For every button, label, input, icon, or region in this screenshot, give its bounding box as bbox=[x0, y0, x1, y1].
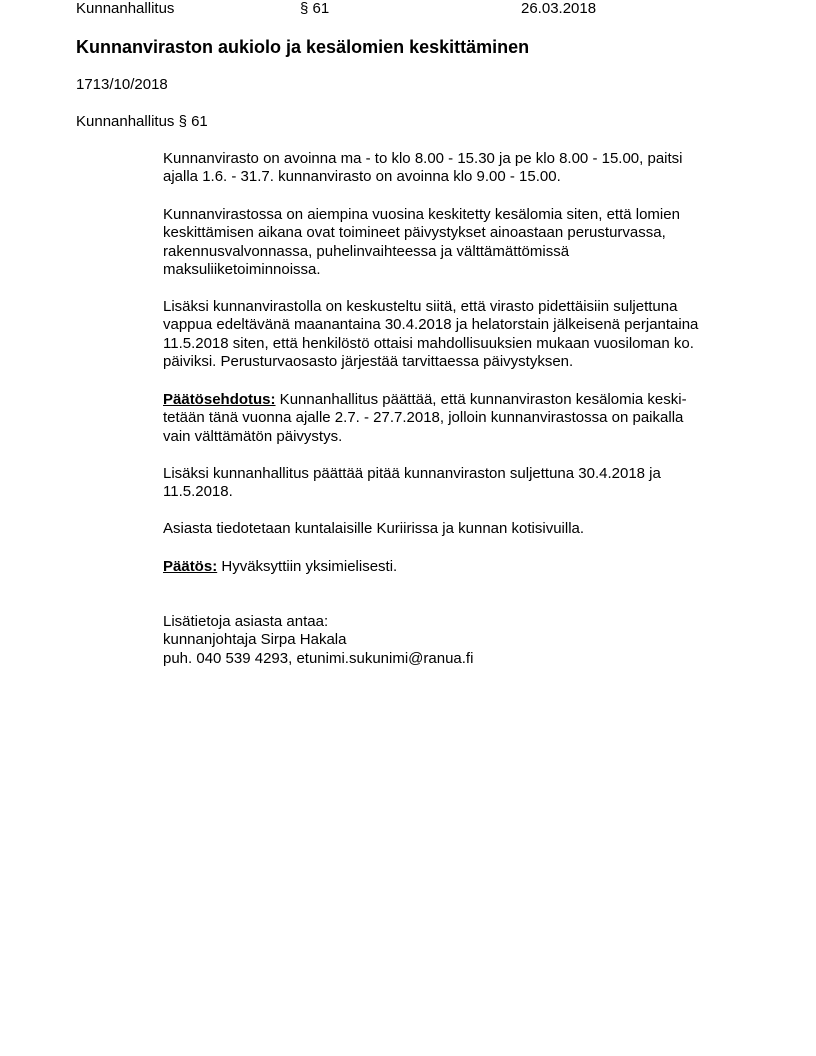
text-line: Kunnanhallitus päättää, että kunnanviraston kesälomia keski- bbox=[275, 391, 687, 408]
paragraph-previous-years bbox=[163, 206, 680, 280]
text-line: päiviksi. Perusturvaosasto järjestää tarvittaessa päivystyksen. bbox=[163, 353, 574, 371]
paragraph-closure-discussion bbox=[163, 298, 698, 372]
paragraph-closure-decision bbox=[163, 465, 661, 502]
paragraph-announcement bbox=[163, 520, 584, 538]
contact-line: puh. 040 539 4293, etunimi.sukunimi@ranua.fi bbox=[163, 649, 474, 667]
text-line: vain välttämätön päivystys. bbox=[163, 427, 343, 445]
text-line: Kunnanvirastossa on aiempina vuosina keskitetty kesälomia siten, että lomien bbox=[163, 206, 680, 223]
text-line: 11.5.2018 siten, että henkilöstö ottaisi mahdollisuuksien mukaan vuosiloman ko. bbox=[163, 334, 694, 352]
record-number: 1713/10/2018 bbox=[76, 76, 168, 93]
paragraph-decision bbox=[163, 558, 397, 576]
document-title: Kunnanviraston aukiolo ja kesälomien keskittäminen bbox=[76, 37, 530, 57]
proposal-label: Päätösehdotus: bbox=[163, 391, 276, 408]
text-line: ajalla 1.6. - 31.7. kunnanvirasto on avoinna klo 9.00 - 15.00. bbox=[163, 168, 561, 186]
text-line: keskittämisen aikana ovat toimineet päivystykset ainoastaan perusturvassa, bbox=[163, 224, 666, 242]
decision-label: Päätös: bbox=[163, 558, 218, 575]
header-body: Kunnanhallitus bbox=[76, 0, 175, 17]
contact-line: kunnanjohtaja Sirpa Hakala bbox=[163, 631, 347, 649]
text-line: tetään tänä vuonna ajalle 2.7. - 27.7.2018, jolloin kunnanvirastossa on paikalla bbox=[163, 409, 684, 427]
contact-info bbox=[163, 613, 473, 668]
header-section: § 61 bbox=[300, 0, 330, 17]
decision-text: Hyväksyttiin yksimielisesti. bbox=[217, 558, 398, 575]
section-reference: Kunnanhallitus § 61 bbox=[76, 113, 208, 130]
paragraph-opening-hours bbox=[163, 150, 683, 187]
text-line: 11.5.2018. bbox=[163, 483, 233, 501]
paragraph-proposal bbox=[163, 391, 687, 446]
text-line: rakennusvalvonnassa, puhelinvaihteessa ja välttämättömissä bbox=[163, 242, 570, 260]
text-line: Kunnanvirasto on avoinna ma - to klo 8.00 - 15.30 ja pe klo 8.00 - 15.00, paitsi bbox=[163, 150, 683, 167]
text-line: Lisäksi kunnanvirastolla on keskusteltu siitä, että virasto pidettäisiin suljettuna bbox=[163, 298, 678, 315]
text-line: Asiasta tiedotetaan kuntalaisille Kuriirissa ja kunnan kotisivuilla. bbox=[163, 520, 585, 537]
text-line: maksuliiketoiminnoissa. bbox=[163, 261, 321, 279]
text-line: vappua edeltävänä maanantaina 30.4.2018 ja helatorstain jälkeisenä perjantaina bbox=[163, 316, 699, 334]
header-date: 26.03.2018 bbox=[521, 0, 597, 17]
text-line: Lisäksi kunnanhallitus päättää pitää kunnanviraston suljettuna 30.4.2018 ja bbox=[163, 465, 661, 482]
contact-line: Lisätietoja asiasta antaa: bbox=[163, 613, 329, 630]
